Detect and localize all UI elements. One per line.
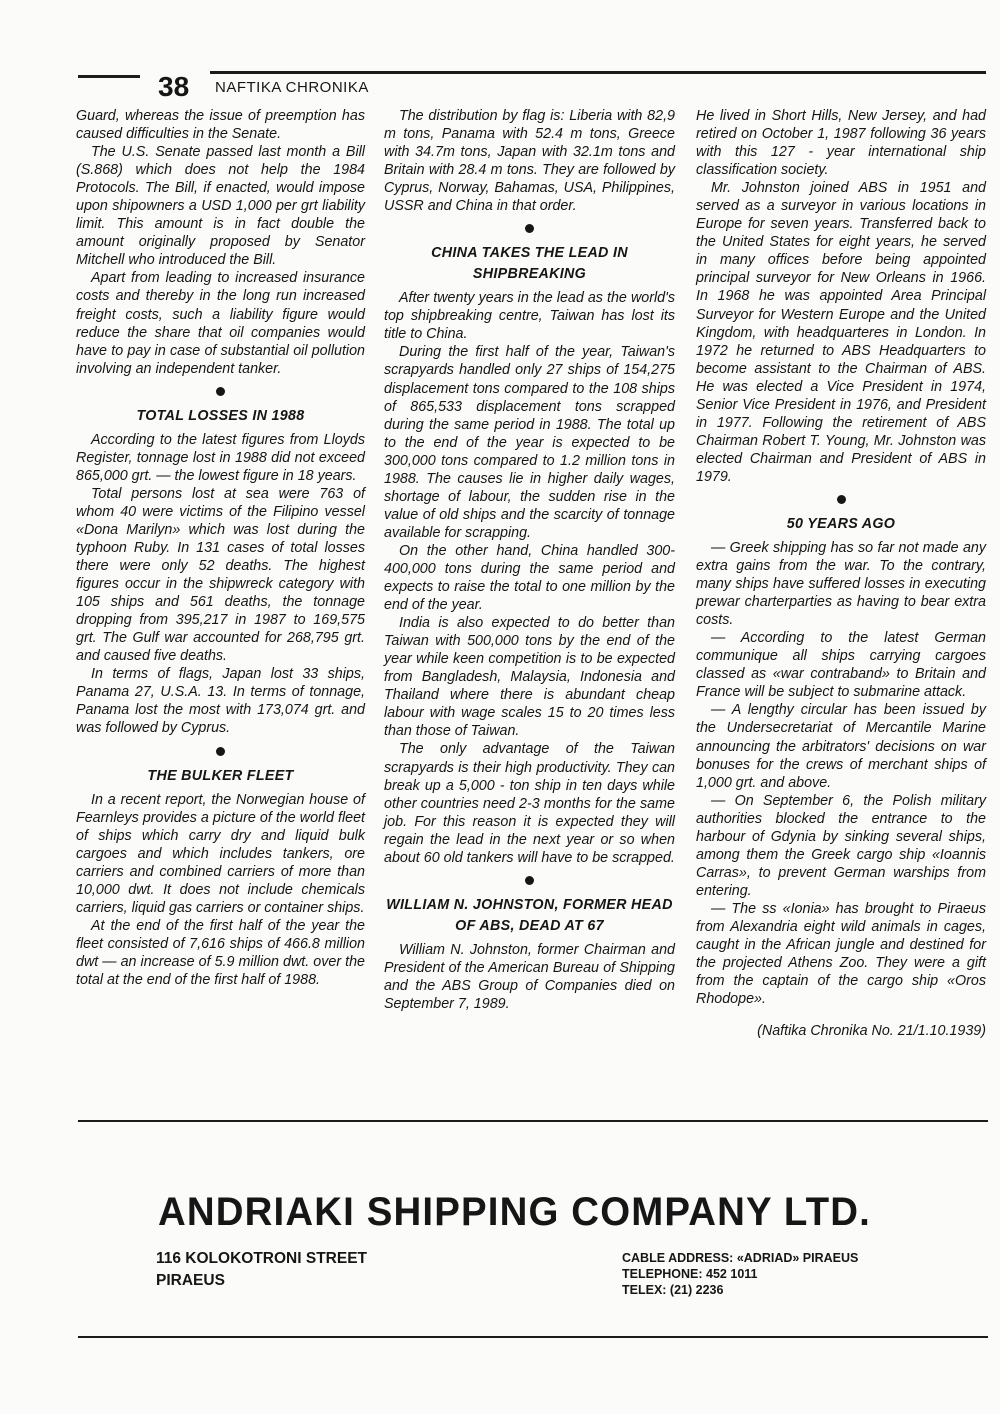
paragraph: In terms of flags, Japan lost 33 ships, Panama 27, U.S.A. 13. In terms of tonnage, Panama lost the most with 173,074 grt. and was followed by Cyprus. <box>76 666 365 737</box>
paragraph: — Greek shipping has so far not made any extra gains from the war. To the contrary, many ships have suffered losses in executing prewar charterparties as having to bear extra costs. <box>696 539 986 629</box>
ad-top-rule <box>78 1120 988 1122</box>
paragraph: On the other hand, China handled 300-400,000 tons during the same period and expects to raise the total to one million by the end of the year. <box>384 542 675 614</box>
ad-contact <box>622 1250 858 1298</box>
ad-telex: TELEX: (21) 2236 <box>622 1283 724 1297</box>
paragraph: Mr. Johnston joined ABS in 1951 and served as a surveyor in various locations in Europe for seven years. Transferred back to the United States for eight years, he served in many offices before being appointed principal surveyor for New Orleans in 1966. In 1968 he was appointed Area Principal Surveyor for Western Europe and the United Kingdom, with headquarteres in London. In 1972 he returned to ABS Headquarters to become assistant to the Chairman of ABS. He was elected a Vice President in 1974, Senior Vice President in 1976, and President in 1977. Following the retirement of ABS Chairman Robert T. Young, Mr. Johnston was elected Chairman and President of ABS in 1979. <box>696 180 986 485</box>
paragraph: Guard, whereas the issue of preemption has caused difficulties in the Senate. <box>76 108 365 143</box>
paragraph: At the end of the first half of the year the fleet consisted of 7,616 ships of 466.8 million dwt — an increase of 5.9 million dwt. over the total at the end of the first half of 1988. <box>76 917 365 988</box>
column-2 <box>384 107 675 1013</box>
section-bullet <box>837 495 846 504</box>
ad-bottom-rule <box>78 1336 988 1338</box>
section-heading: THE BULKER FLEET <box>147 767 294 784</box>
page-number: 38 <box>158 71 190 102</box>
section-bullet <box>216 747 225 756</box>
ad-telephone: TELEPHONE: 452 1011 <box>622 1267 758 1281</box>
section-heading: WILLIAM N. JOHNSTON, FORMER HEAD OF ABS, DEAD AT 67 <box>386 896 673 934</box>
publication-name: NAFTIKA CHRONIKA <box>215 79 369 96</box>
ad-address <box>156 1248 367 1292</box>
header-rule-left <box>78 75 140 78</box>
section-bullet <box>216 387 225 396</box>
ad-cable-address: CABLE ADDRESS: «ADRIAD» PIRAEUS <box>622 1251 859 1265</box>
section-heading: TOTAL LOSSES IN 1988 <box>136 407 305 424</box>
section-heading: CHINA TAKES THE LEAD IN SHIPBREAKING <box>431 245 628 283</box>
paragraph: In a recent report, the Norwegian house of Fearnleys provides a picture of the world fleet of ships which carry dry and liquid bulk cargoes and which includes tankers, ore carriers and combined carriers of more than 10,000 dwt. It does not include chemicals carriers, liquid gas carriers or container ships. <box>76 791 365 916</box>
paragraph: — A lengthy circular has been issued by the Undersecretariat of Mercantile Marine announcing the arbitrators' decisions on war bonuses for the crews of merchant ships of 1,000 grt. and above. <box>696 702 986 791</box>
paragraph: During the first half of the year, Taiwan's scrapyards handled only 27 ships of 154,275 displacement tons compared to the 108 ships of 865,533 displacement tons scrapped during the same period in 1988. The total up to the end of the year is expected to be 300,000 tons compared to 1.2 million tons in 1988. The causes lie in higher daily wages, shortage of labour, the sudden rise in the value of old ships and the scarcity of tonnage available for scrapping. <box>384 344 675 541</box>
column-1 <box>76 107 365 989</box>
column-3 <box>696 107 986 1040</box>
section-bullet <box>525 876 534 885</box>
paragraph: Total persons lost at sea were 763 of whom 40 were victims of the Filipino vessel «Dona Marilyn» which was lost during the typhoon Ruby. In 131 cases of total losses there were only 52 deaths. The highest figures occur in the shipwreck category with 105 ships and 561 deaths, the tonnage dropping from 395,217 in 1987 to 169,575 grt. The Gulf war accounted for 268,795 grt. and caused five deaths. <box>76 485 365 665</box>
ad-city: PIRAEUS <box>156 1272 225 1289</box>
paragraph: The distribution by flag is: Liberia with 82,9 m tons, Panama with 52.4 m tons, Greece with 34.7m tons, Japan with 32.1m tons and Britain with 28.4 m tons. They are followed by Cyprus, Norway, Bahamas, USA, Philippines, USSR and China in that order. <box>384 108 675 215</box>
section-bullet <box>525 224 534 233</box>
paragraph: Apart from leading to increased insurance costs and thereby in the long run increased freight costs, such a liability figure would reduce the share that oil companies would have to pay in case of substantial oil pollution involving an independent tanker. <box>76 270 365 377</box>
paragraph: — The ss «Ionia» has brought to Piraeus from Alexandria eight wild animals in cages, caught in the African jungle and destined for the projected Athens Zoo. They were a gift from the captain of the cargo ship «Oros Rhodope». <box>696 900 986 1008</box>
paragraph: The U.S. Senate passed last month a Bill (S.868) which does not help the 1984 Protocols. The Bill, if enacted, would impose upon shipowners a USD 1,000 per grt liability limit. This amount is in fact double the amount originally proposed by Senator Mitchell who introduced the Bill. <box>76 144 365 269</box>
paragraph: The only advantage of the Taiwan scrapyards is their high productivity. They can break up a 5,000 - ton ship in ten days while other countries need 2-3 months for the same job. For this reason it is expected they will regain the lead in the next year or so when about 60 old tankers will have to be scrapped. <box>384 741 675 866</box>
paragraph: India is also expected to do better than Taiwan with 500,000 tons by the end of the year while keen competition is to be expected from Bangladesh, Malaysia, Indonesia and Thailand where there is abundant cheap labour with wage scales 15 to 20 times less than those of Taiwan. <box>384 615 675 740</box>
ad-street: 116 KOLOKOTRONI STREET <box>156 1250 368 1267</box>
ad-company-name: ANDRIAKI SHIPPING COMPANY LTD. <box>158 1190 871 1234</box>
paragraph: According to the latest figures from Lloyds Register, tonnage lost in 1988 did not exceed 865,000 grt. — the lowest figure in 18 years. <box>76 431 365 484</box>
header-rule-right <box>210 71 986 74</box>
section-heading: 50 YEARS AGO <box>786 515 896 532</box>
paragraph: — On September 6, the Polish military authorities blocked the entrance to the harbour of Gdynia by sinking several ships, among them the Greek cargo ship «Ioannis Carras», to prevent German warships from entering. <box>696 792 986 899</box>
paragraph: — According to the latest German communique all ships carrying cargoes classed as «war contraband» to Britain and France will be subject to submarine attack. <box>696 630 986 701</box>
source-credit: (Naftika Chronika No. 21/1.10.1939) <box>757 1023 986 1040</box>
paragraph: William N. Johnston, former Chairman and President of the American Bureau of Shipping and the ABS Group of Companies died on September 7, 1989. <box>384 941 675 1012</box>
paragraph: He lived in Short Hills, New Jersey, and had retired on October 1, 1987 following 36 years with this 127 - year international ship classification society. <box>696 108 986 179</box>
paragraph: After twenty years in the lead as the world's top shipbreaking centre, Taiwan has lost its title to China. <box>384 290 675 343</box>
